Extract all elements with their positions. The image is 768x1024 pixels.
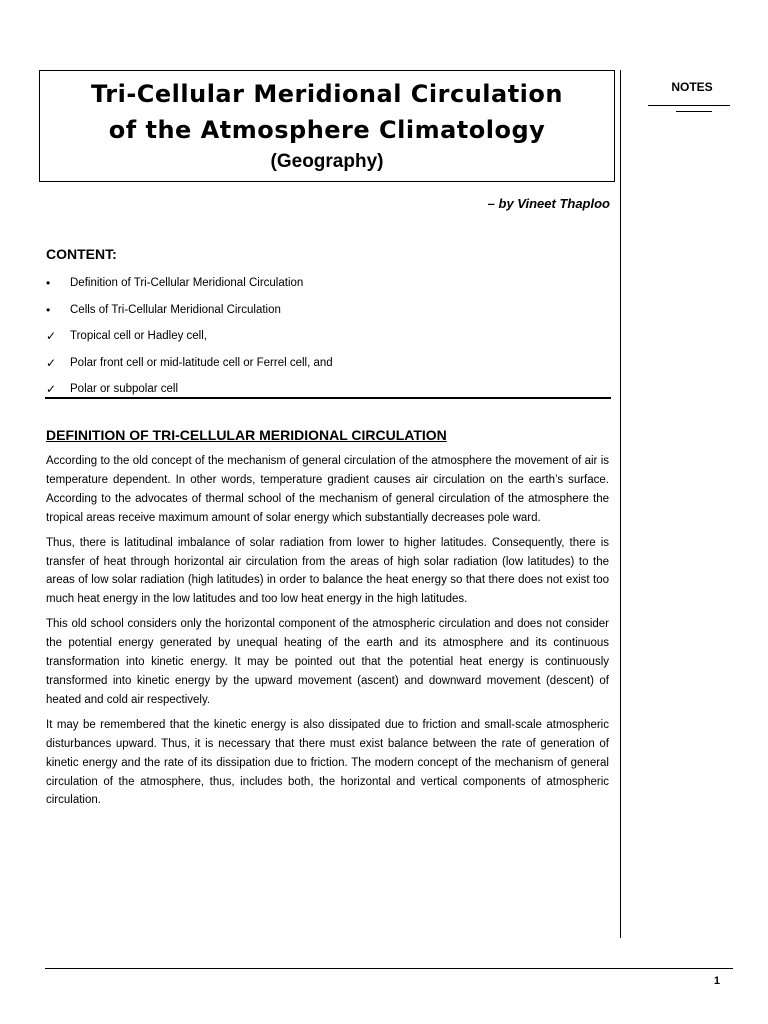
bullet-icon: • [46,302,51,317]
content-list [46,270,333,403]
list-item [46,270,333,297]
author-line: – by Vineet Thaploo [487,196,610,211]
page-number: 1 [713,975,720,987]
title-line-2: of the Atmosphere Climatology [108,116,546,144]
list-item-text: Polar front cell or mid-latitude cell or Ferrel cell, and [70,356,333,369]
notes-underline-short [676,111,712,112]
list-item [46,323,333,350]
paragraph: This old school considers only the horizontal component of the atmospheric circulation and does not consider the potential energy generated by unequal heating of the earth and its atmosphere and its continuous transformation into kinetic energy. It may be pointed out that the potential heat energy is continuously transformed into kinetic energy by the upward movement (ascent) and downward movement (descent) of heated and cold air respectively. [46,618,609,706]
list-item-text: Definition of Tri-Cellular Meridional Circulation [70,277,304,290]
notes-divider [620,70,621,938]
title-line-1: Tri-Cellular Meridional Circulation [91,80,563,108]
checkmark-icon: ✓ [46,355,57,370]
list-item [46,297,333,324]
paragraph: It may be remembered that the kinetic energy is also dissipated due to friction and small-scale atmospheric disturbances upward. Thus, it is necessary that there must exist balance between the rate of generation of kinetic energy and the rate of its dissipation due to friction. The modern concept of the mechanism of general circulation of the atmosphere, thus, includes both, the horizontal and vertical components of atmospheric circulation. [46,718,609,807]
paragraph: According to the old concept of the mechanism of general circulation of the atmosphere the movement of air is temperature dependent. In other words, temperature gradient causes air circulation on the earth’s surface. According to the advocates of thermal school of the mechanism of general circulation of the atmosphere the tropical areas receive maximum amount of solar energy which substantially decreases pole ward. [46,455,609,524]
section-heading: DEFINITION OF TRI-CELLULAR MERIDIONAL CIRCULATION [46,427,447,443]
bullet-icon: • [46,276,51,291]
checkmark-icon: ✓ [46,329,57,344]
subtitle: (Geography) [270,151,384,172]
notes-label: NOTES [671,80,713,94]
list-item-text: Polar or subpolar cell [70,383,179,396]
list-item-text: Tropical cell or Hadley cell, [70,330,207,343]
content-divider [45,397,611,399]
footer-divider [45,968,733,969]
list-item-text: Cells of Tri-Cellular Meridional Circulation [70,303,281,316]
content-heading: CONTENT: [46,246,117,262]
checkmark-icon: ✓ [46,382,57,397]
notes-underline [648,105,730,106]
list-item [46,350,333,377]
section-body [46,452,609,816]
paragraph: Thus, there is latitudinal imbalance of solar radiation from lower to higher latitudes. Consequently, there is transfer of heat through horizontal air circulation from the areas of high solar radiation (low latitudes) to the areas of low solar radiation (high latitudes) in order to balance the heat energy so that there does not exist too much heat energy in the low latitudes and too low heat energy in the high latitudes. [46,536,609,606]
title-box [39,70,615,182]
